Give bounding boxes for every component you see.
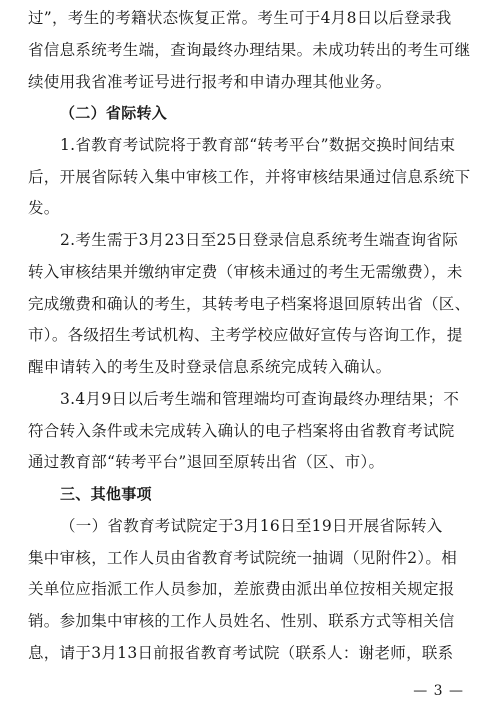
section-heading: （二）省际转入: [60, 104, 168, 122]
paragraph-line: 转入审核结果并缴纳审定费（审核未通过的考生无需缴费），未: [28, 263, 463, 281]
page-number: — 3 —: [413, 683, 464, 699]
paragraph-line: 3.4月9日以后考生端和管理端均可查询最终办理结果；不: [60, 390, 460, 408]
paragraph-line: 息，请于3月13日前报省教育考试院（联系人：谢老师，联系: [28, 644, 454, 662]
paragraph-line: 省信息系统考生端，查询最终办理结果。未成功转出的考生可继: [28, 41, 471, 59]
paragraph-line: 1.省教育考试院将于教育部“转考平台”数据交换时间结束: [60, 136, 456, 154]
paragraph-line: 销。参加集中审核的工作人员姓名、性别、联系方式等相关信: [28, 612, 455, 630]
paragraph-line: 通过教育部“转考平台”退回至原转出省（区、市）。: [28, 453, 385, 471]
paragraph-line: 2.考生需于3月23日至25日登录信息系统考生端查询省际: [60, 231, 458, 249]
paragraph-line: 过”，考生的考籍状态恢复正常。考生可于4月8日以后登录我: [28, 9, 452, 27]
paragraph-line: 发。: [28, 199, 60, 217]
paragraph-line: 完成缴费和确认的考生，其转考电子档案将退回原转出省（区、: [28, 295, 471, 313]
paragraph-line: 关单位应指派工作人员参加，差旅费由派出单位按相关规定报: [28, 580, 455, 598]
paragraph-line: 后，开展省际转入集中审核工作，并将审核结果通过信息系统下: [28, 168, 471, 186]
paragraph-line: （一）省教育考试院定于3月16日至19日开展省际转入: [60, 517, 443, 535]
paragraph-line: 续使用我省准考证号进行报考和申请办理其他业务。: [28, 73, 392, 91]
paragraph-line: 集中审核，工作人员由省教育考试院统一抽调（见附件2）。相: [28, 549, 458, 567]
paragraph-line: 符合转入条件或未完成转入确认的电子档案将由省教育考试院: [28, 422, 455, 440]
paragraph-line: 市）。各级招生考试机构、主考学校应做好宣传与咨询工作，提: [28, 326, 463, 344]
paragraph-line: 醒申请转入的考生及时登录信息系统完成转入确认。: [28, 358, 392, 376]
section-heading: 三、其他事项: [60, 485, 152, 503]
